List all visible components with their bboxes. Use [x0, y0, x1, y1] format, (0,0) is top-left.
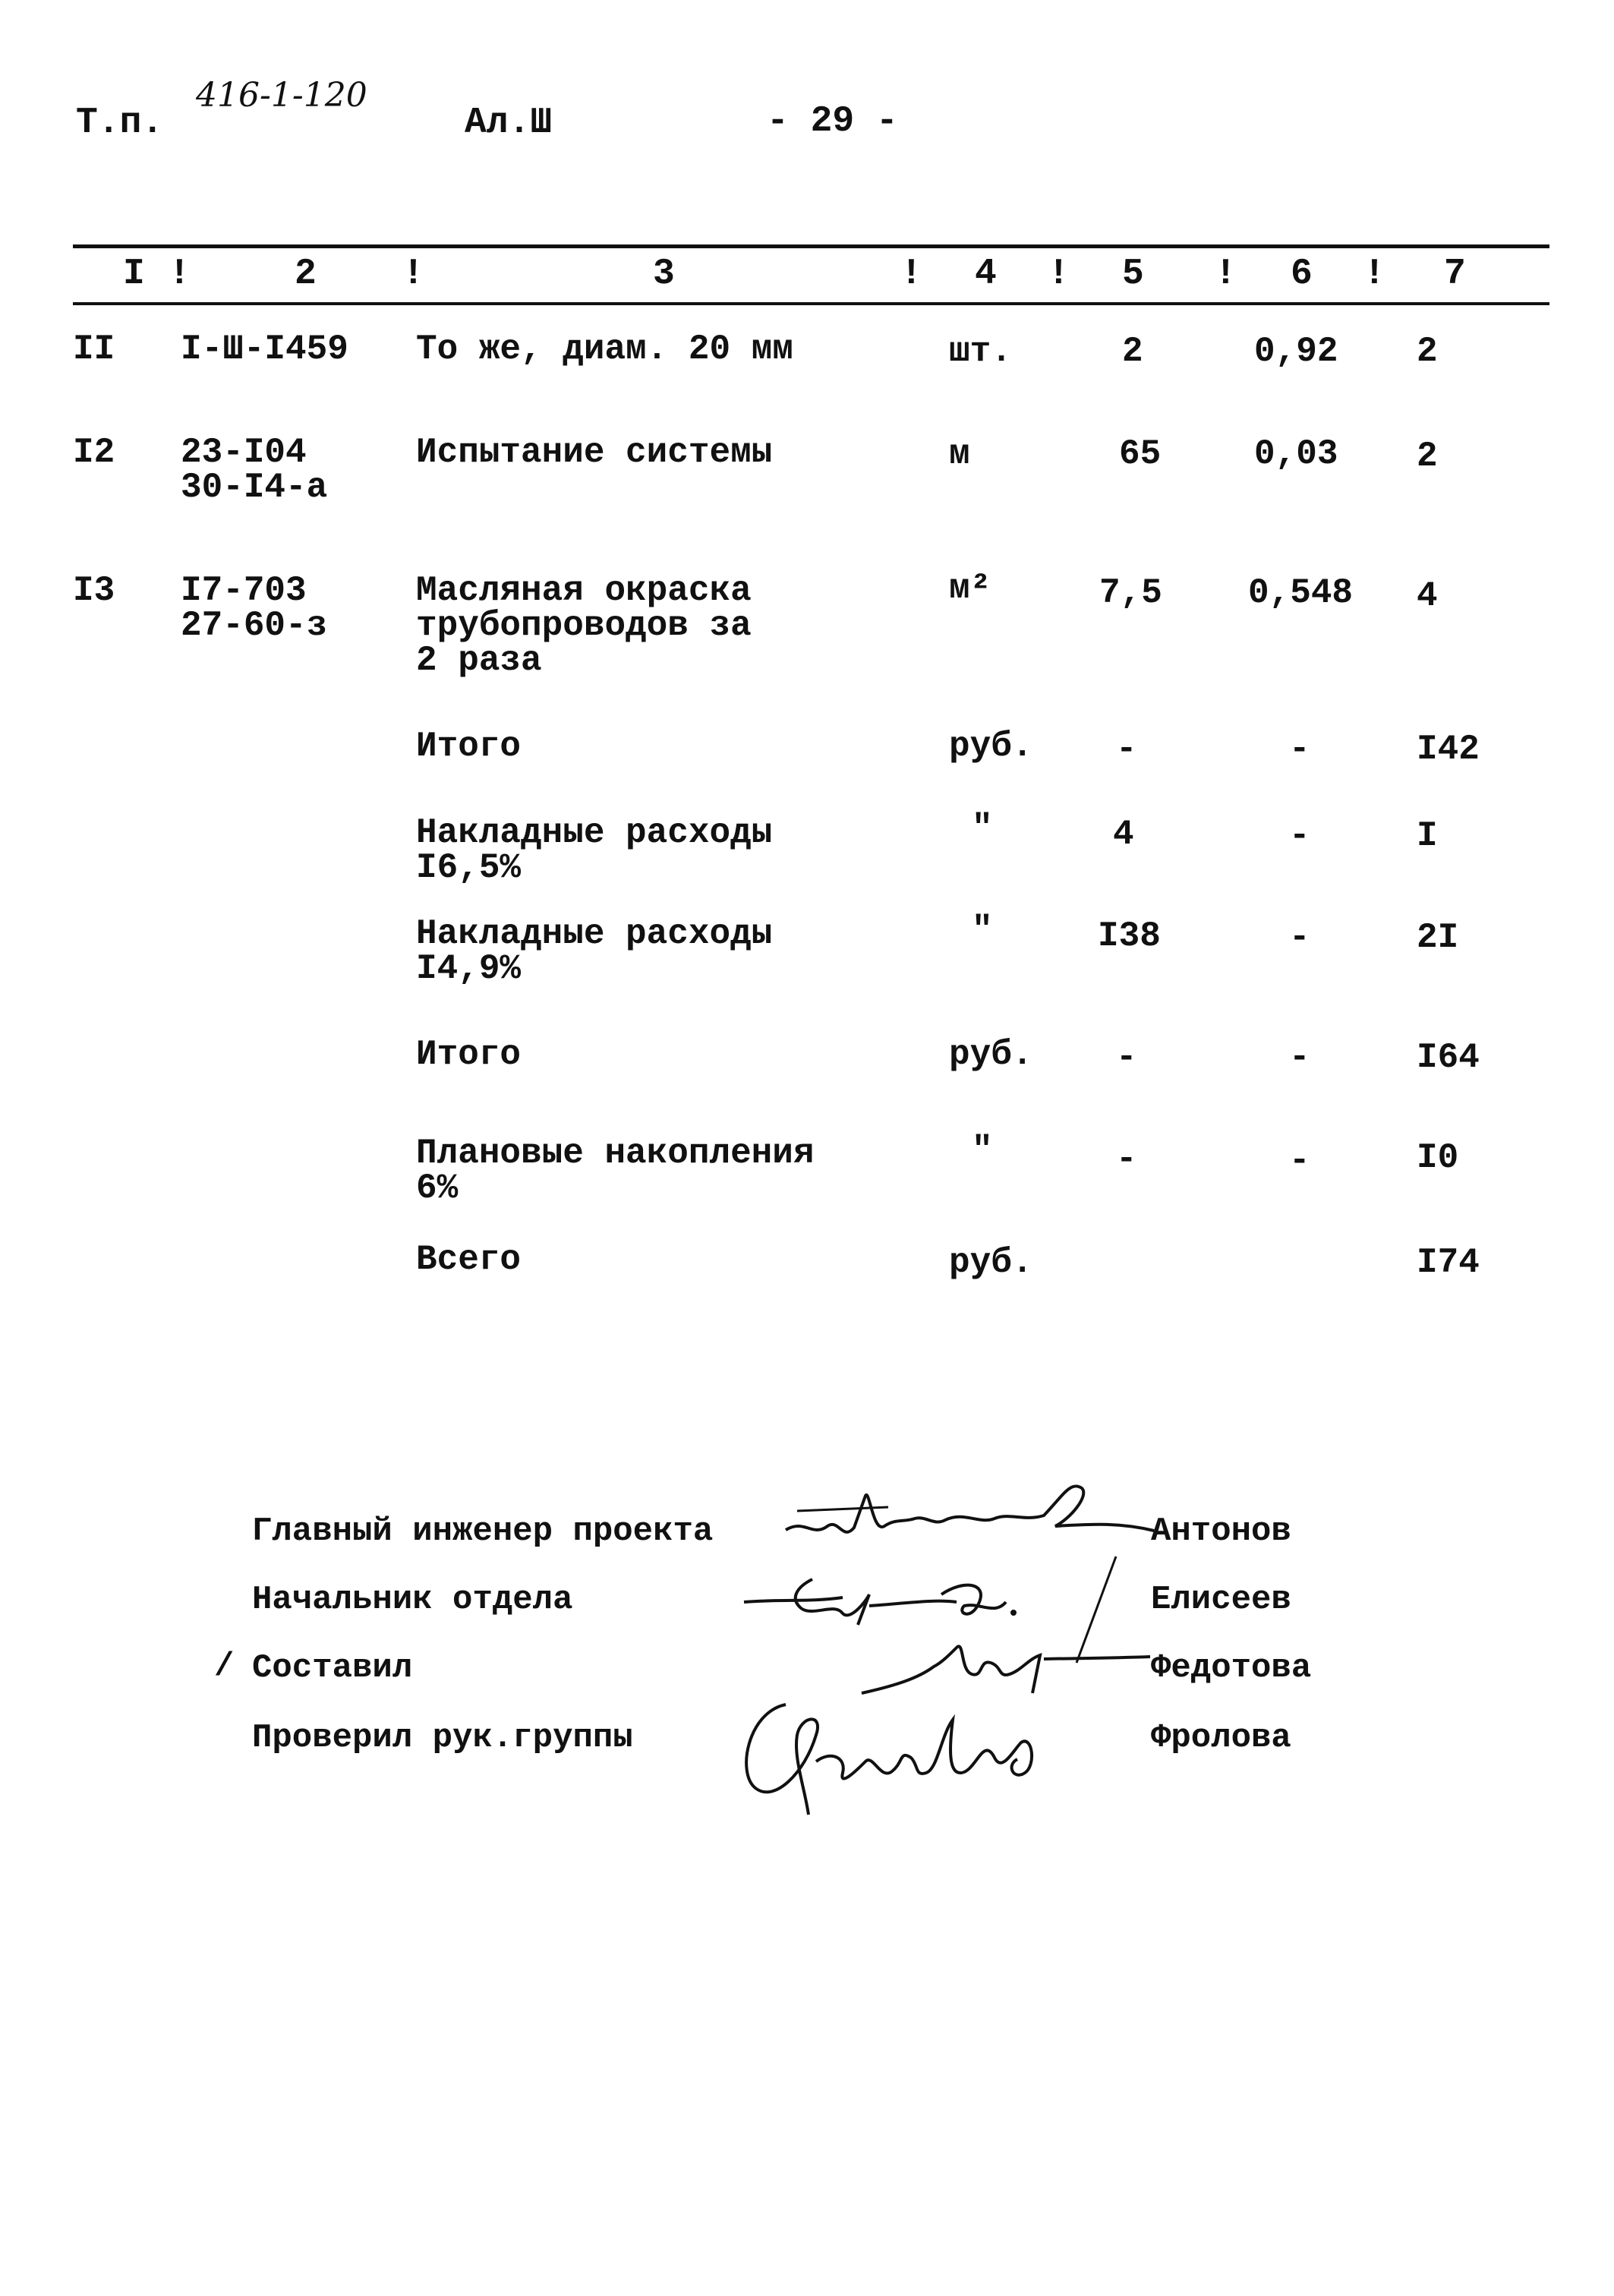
unit-price: 0,548	[1248, 573, 1354, 613]
unit-price: -	[1289, 1038, 1310, 1077]
page-number: - 29 -	[767, 101, 898, 142]
unit-price: -	[1289, 730, 1310, 769]
unit: шт.	[949, 332, 1012, 371]
work-description: Накладные расходы I4,9%	[416, 914, 773, 989]
signatory-role: Составил	[252, 1649, 413, 1687]
row-total: 2	[1417, 437, 1438, 476]
norm-code: I-Ш-I459	[181, 330, 348, 369]
row-total: I64	[1417, 1038, 1480, 1077]
row-number: II	[73, 330, 115, 369]
norm-code: I7-703 27-60-з	[181, 571, 328, 645]
row-total: 2	[1417, 332, 1438, 371]
work-description: Плановые накопления 6%	[416, 1134, 815, 1208]
col-separator: !	[900, 254, 922, 295]
unit: м	[949, 434, 970, 474]
quantity: 65	[1119, 434, 1162, 474]
work-description: Накладные расходы I6,5%	[416, 813, 773, 888]
unit: "	[972, 1131, 993, 1170]
unit-price: -	[1289, 918, 1310, 957]
row-total: 2I	[1417, 918, 1459, 957]
column-number: I	[123, 254, 145, 295]
row-total: I0	[1417, 1138, 1459, 1178]
col-separator: !	[169, 254, 191, 295]
row-total: I42	[1417, 730, 1480, 769]
signatory-role: Проверил рук.группы	[252, 1719, 633, 1757]
quantity: 4	[1113, 815, 1134, 854]
unit-price: -	[1289, 816, 1310, 856]
signatory-name: Федотова	[1151, 1649, 1312, 1687]
col-separator: !	[1215, 254, 1237, 295]
norm-code: 23-I04 30-I4-а	[181, 433, 328, 507]
unit: "	[972, 809, 993, 848]
work-description: Итого	[416, 727, 522, 766]
quantity: 2	[1122, 332, 1143, 371]
quantity: 7,5	[1099, 573, 1162, 613]
signatory-role: Главный инженер проекта	[252, 1512, 714, 1550]
unit: "	[972, 910, 993, 950]
unit: руб.	[949, 1035, 1033, 1074]
correction-mark: /	[214, 1648, 235, 1686]
work-description: Итого	[416, 1035, 522, 1074]
column-number: 2	[295, 254, 317, 295]
column-number: 4	[975, 254, 997, 295]
unit-price: -	[1289, 1141, 1310, 1181]
project-code: 416-1-120	[196, 76, 367, 115]
column-number: 3	[653, 254, 675, 295]
table-top-rule	[73, 244, 1549, 248]
work-description: Масляная окраска трубопроводов за 2 раза	[416, 571, 752, 680]
row-number: I3	[73, 571, 115, 610]
signatory-name: Фролова	[1151, 1719, 1291, 1757]
unit-price: 0,92	[1254, 332, 1338, 371]
column-number: 7	[1444, 254, 1466, 295]
work-description: Испытание системы	[416, 433, 773, 472]
unit: руб.	[949, 1243, 1033, 1282]
work-description: То же, диам. 20 мм	[416, 330, 793, 369]
quantity: -	[1116, 1038, 1137, 1077]
row-total: I74	[1417, 1243, 1480, 1282]
row-total: I	[1417, 816, 1438, 856]
quantity: I38	[1098, 916, 1161, 956]
unit: м²	[949, 569, 991, 608]
col-separator: !	[1048, 254, 1070, 295]
unit-price: 0,03	[1254, 434, 1338, 474]
table-header-rule	[73, 302, 1549, 305]
row-total: 4	[1417, 576, 1438, 616]
col-separator: !	[402, 254, 424, 295]
col-separator: !	[1363, 254, 1385, 295]
column-number: 6	[1291, 254, 1313, 295]
signature-frolova	[733, 1689, 1051, 1818]
quantity: -	[1116, 1140, 1137, 1179]
doc-type-prefix: Т.п.	[76, 102, 164, 144]
signature-antonov	[782, 1465, 1162, 1556]
album-number: Ал.Ш	[465, 102, 553, 144]
quantity: -	[1116, 730, 1137, 769]
signatory-role: Начальник отдела	[252, 1581, 573, 1619]
unit: руб.	[949, 727, 1033, 766]
signatory-name: Антонов	[1151, 1512, 1291, 1550]
work-description: Всего	[416, 1240, 522, 1279]
column-number: 5	[1122, 254, 1144, 295]
signatory-name: Елисеев	[1151, 1581, 1291, 1619]
row-number: I2	[73, 433, 115, 472]
